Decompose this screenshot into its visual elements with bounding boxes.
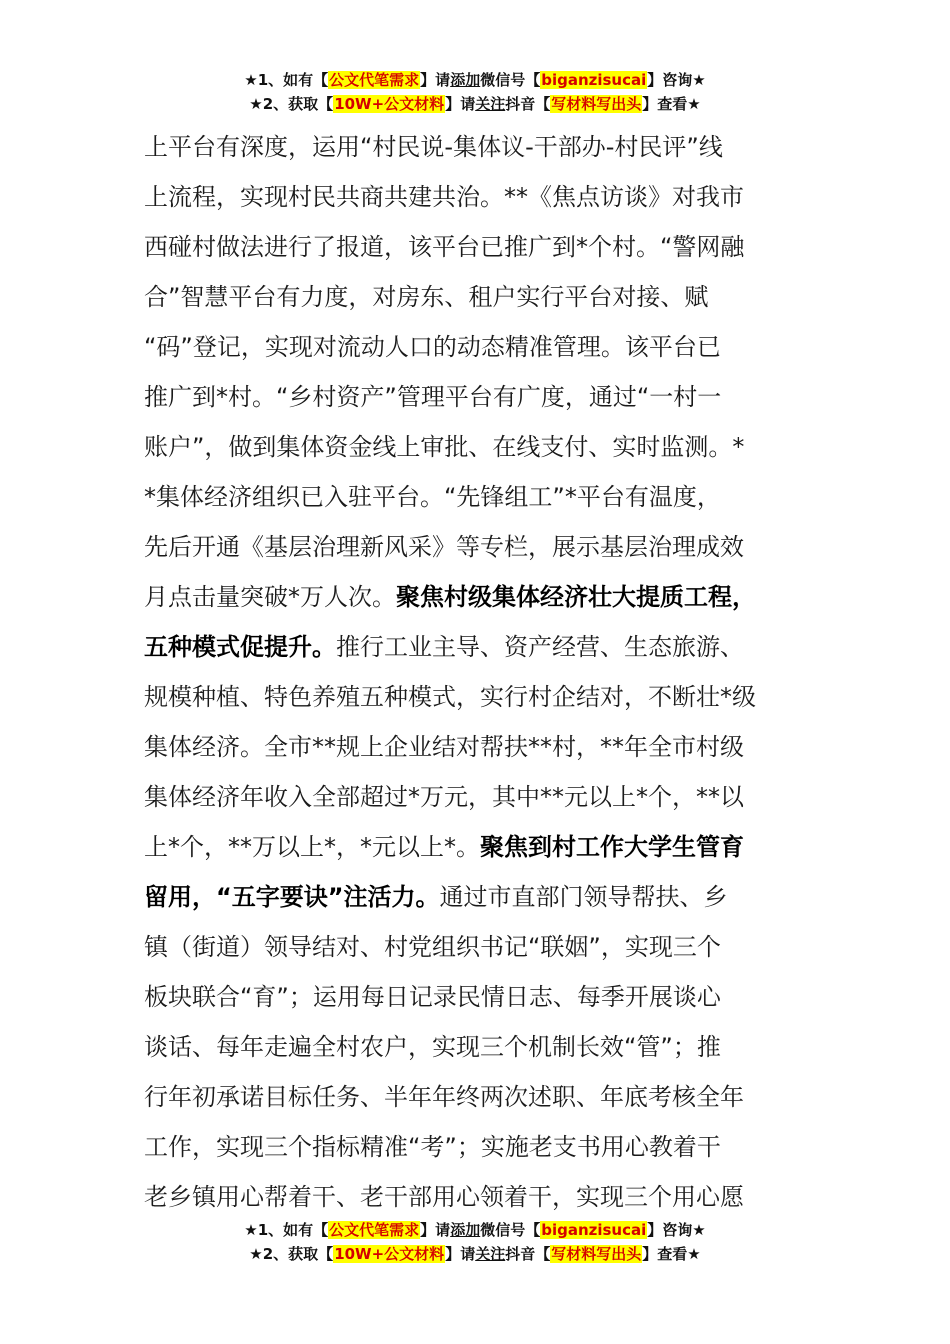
header-line-2-text: 】请 [445,95,476,113]
footer-line-1-underlined: 添加 [450,1221,481,1239]
footer-line-1-suffix: 】咨询★ [647,1221,706,1239]
header-line-1-text: 】请 [420,71,451,89]
paragraph-line: 老乡镇用心帮着干、老干部用心领着干，实现三个用心愿 [144,1183,744,1211]
header-line-2-underlined: 关注 [475,95,506,113]
footer-highlight-wechat-id: biganzisucai [541,1221,647,1239]
header-line-1-suffix: 】咨询★ [647,71,706,89]
footer-line-2-text-2: 抖音【 [505,1245,551,1263]
paragraph-line: 上平台有深度，运用“村民说-集体议-干部办-村民评”线 [144,133,723,161]
bold-heading: 聚焦到村工作大学生管育 [480,833,744,861]
paragraph-line: *集体经济组织已入驻平台。“先锋组工”*平台有温度， [144,483,721,511]
document-body [144,122,812,1222]
paragraph-line: 集体经济。全市**规上企业结对帮扶**村，**年全市村级 [144,733,744,761]
header-highlight-service: 公文代笔需求 [329,71,420,89]
footer-line-1-text: 】请 [420,1221,451,1239]
footer-line-2-text: 】请 [445,1245,476,1263]
footer-line-1-prefix: ★1、如有【 [244,1221,329,1239]
header-highlight-wechat-id: biganzisucai [541,71,647,89]
paragraph-line: 规模种植、特色养殖五种模式，实行村企结对，不断壮*级 [144,683,756,711]
paragraph-line: 谈话、每年走遍全村农户，实现三个机制长效“管”；推 [144,1033,721,1061]
footer-highlight-service: 公文代笔需求 [329,1221,420,1239]
footer-line-2 [0,1242,950,1266]
header-line-2-prefix: ★2、获取【 [249,95,334,113]
bold-heading: 留用，“五字要诀”注活力。 [144,883,440,911]
footer-line-1 [0,1218,950,1242]
paragraph-line: 推广到*村。“乡村资产”管理平台有广度，通过“一村一 [144,383,722,411]
header-line-1-prefix: ★1、如有【 [244,71,329,89]
paragraph-line: 工作，实现三个指标精准“考”；实施老支书用心教着干 [144,1133,721,1161]
header-line-2-text-2: 抖音【 [505,95,551,113]
paragraph-line: 行年初承诺目标任务、半年年终两次述职、年底考核全年 [144,1083,744,1111]
paragraph-line: 合”智慧平台有力度，对房东、租户实行平台对接、赋 [144,283,709,311]
header-banner [0,68,950,116]
paragraph-line [144,572,812,622]
paragraph-text: 月点击量突破*万人次。 [144,583,396,611]
paragraph-line [144,822,812,872]
paragraph-line [144,872,812,922]
footer-line-2-prefix: ★2、获取【 [249,1245,334,1263]
paragraph-line [144,622,812,672]
footer-highlight-douyin: 写材料写出头 [551,1245,642,1263]
paragraph-text: 上*个，**万以上*，*元以上*。 [144,833,480,861]
bold-heading: 五种模式促提升。 [144,633,336,661]
header-highlight-materials: 10W+公文材料 [334,95,445,113]
paragraph-text: 推行工业主导、资产经营、生态旅游、 [336,633,744,661]
paragraph-line: 账户”，做到集体资金线上审批、在线支付、实时监测。* [144,433,745,461]
footer-highlight-materials: 10W+公文材料 [334,1245,445,1263]
header-line-1-text-2: 微信号【 [480,71,541,89]
paragraph-line: 集体经济年收入全部超过*万元，其中**元以上*个，**以 [144,783,744,811]
header-line-2 [0,92,950,116]
footer-line-1-text-2: 微信号【 [480,1221,541,1239]
paragraph-line: “码”登记，实现对流动人口的动态精准管理。该平台已 [144,333,721,361]
header-highlight-douyin: 写材料写出头 [551,95,642,113]
footer-banner [0,1218,950,1266]
footer-line-2-underlined: 关注 [475,1245,506,1263]
header-line-1 [0,68,950,92]
paragraph-text: 通过市直部门领导帮扶、乡 [439,883,728,911]
header-line-2-suffix: 】查看★ [642,95,701,113]
header-line-1-underlined: 添加 [450,71,481,89]
paragraph-line: 先后开通《基层治理新风采》等专栏，展示基层治理成效 [144,533,744,561]
paragraph-line: 西碰村做法进行了报道，该平台已推广到*个村。“警网融 [144,233,745,261]
paragraph-line: 上流程，实现村民共商共建共治。**《焦点访谈》对我市 [144,183,744,211]
paragraph-line: 板块联合“育”；运用每日记录民情日志、每季开展谈心 [144,983,721,1011]
bold-heading: 聚焦村级集体经济壮大提质工程， [396,583,756,611]
paragraph-line: 镇（街道）领导结对、村党组织书记“联姻”，实现三个 [144,933,721,961]
footer-line-2-suffix: 】查看★ [642,1245,701,1263]
